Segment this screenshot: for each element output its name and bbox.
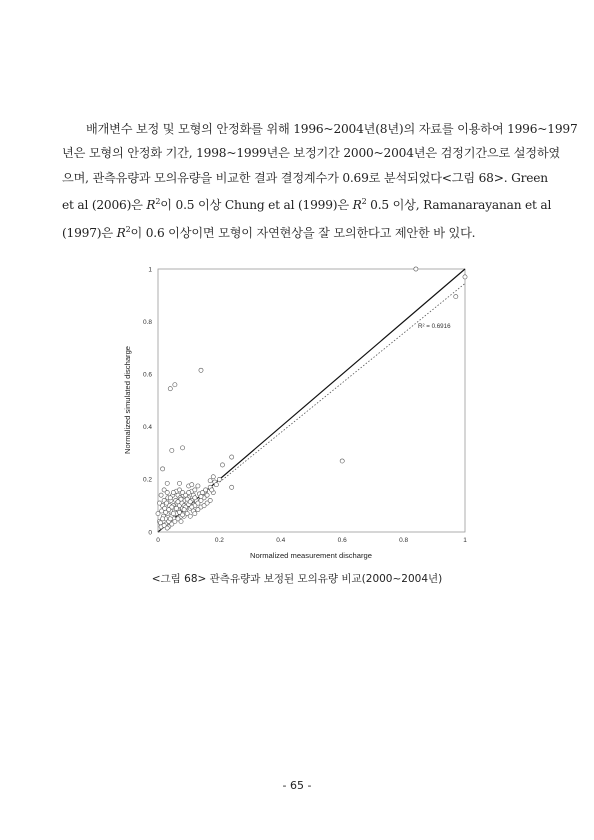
paragraph-line-5-part-b: 이 0.6 이상이면 모형이 자연현상을 잘 모의한다고 제안한 바 있다. bbox=[130, 225, 476, 240]
data-point bbox=[182, 508, 186, 512]
r-squared-annotation: R² = 0.6916 bbox=[418, 323, 451, 330]
data-point bbox=[463, 275, 467, 279]
data-point bbox=[188, 514, 192, 518]
data-point bbox=[187, 490, 191, 494]
data-point bbox=[199, 494, 203, 498]
data-point bbox=[171, 490, 175, 494]
data-point bbox=[163, 506, 167, 510]
y-axis-label: Normalized simulated discharge bbox=[123, 345, 132, 455]
data-point bbox=[214, 483, 218, 487]
y-tick-label: 0.8 bbox=[142, 318, 152, 326]
x-tick-label: 0.6 bbox=[337, 537, 347, 544]
r-squared-exponent: 2 bbox=[361, 197, 367, 207]
data-point bbox=[230, 455, 234, 459]
data-point bbox=[168, 387, 172, 391]
data-point bbox=[210, 488, 214, 492]
scatter-chart-svg bbox=[118, 260, 478, 565]
x-tick-label: 0.4 bbox=[276, 537, 286, 544]
data-point bbox=[161, 467, 165, 471]
paragraph-line-4-part-a: et al (2006)은 bbox=[62, 198, 143, 213]
data-point bbox=[165, 526, 169, 530]
data-point bbox=[208, 479, 212, 483]
data-point bbox=[190, 483, 194, 487]
data-point bbox=[156, 511, 160, 515]
y-tick-label: 1 bbox=[148, 266, 152, 274]
data-point bbox=[161, 517, 165, 521]
paragraph-line-5 bbox=[62, 218, 532, 245]
body-paragraph bbox=[62, 117, 578, 245]
paragraph-line-4-part-b: 이 0.5 이상 Chung et al (1999)은 bbox=[160, 198, 349, 213]
data-point bbox=[179, 519, 183, 523]
data-point bbox=[199, 368, 203, 372]
data-point bbox=[196, 484, 200, 488]
data-point bbox=[414, 267, 418, 271]
data-point bbox=[180, 446, 184, 450]
paragraph-line-4-part-c: 0.5 이상, Ramanarayanan et al bbox=[370, 198, 552, 213]
scatter-chart bbox=[118, 260, 478, 565]
data-point bbox=[188, 500, 192, 504]
data-point bbox=[203, 488, 207, 492]
y-tick-label: 0 bbox=[148, 529, 152, 537]
data-point bbox=[217, 477, 221, 481]
data-point bbox=[454, 295, 458, 299]
r-squared-letter: R bbox=[146, 198, 156, 213]
r-squared-symbol bbox=[146, 198, 160, 212]
r-squared-symbol bbox=[353, 198, 367, 212]
data-point bbox=[205, 493, 209, 497]
data-point bbox=[177, 481, 181, 485]
r-squared-exponent: 2 bbox=[125, 224, 131, 234]
data-point bbox=[173, 383, 177, 387]
x-tick-label: 0.8 bbox=[399, 537, 409, 544]
data-point bbox=[165, 481, 169, 485]
data-point bbox=[168, 496, 172, 500]
data-point bbox=[193, 488, 197, 492]
figure-caption: <그림 68> 관측유량과 보정된 모의유량 비교(2000~2004년) bbox=[151, 573, 443, 585]
data-point bbox=[180, 513, 184, 517]
x-tick-label: 0 bbox=[156, 537, 160, 544]
paragraph-line-1: 배개변수 보정 및 모형의 안정화를 위해 1996~2004년(8년)의 자료를 이용하여 1996~1997 bbox=[86, 122, 578, 136]
data-point bbox=[165, 490, 169, 494]
data-point bbox=[168, 517, 172, 521]
data-point bbox=[220, 463, 224, 467]
data-point bbox=[208, 498, 212, 502]
r-squared-symbol bbox=[117, 226, 131, 240]
paragraph-line-5-part-a: (1997)은 bbox=[62, 225, 113, 240]
data-point bbox=[170, 448, 174, 452]
data-point bbox=[171, 511, 175, 515]
r-squared-letter: R bbox=[116, 225, 126, 240]
page-number: - 65 - bbox=[282, 779, 312, 792]
paragraph-line-3: 으며, 관측유량과 모의유량을 비교한 결과 결정계수가 0.69로 분석되었다<그림 68>. Green bbox=[62, 170, 548, 185]
data-point bbox=[340, 459, 344, 463]
y-tick-label: 0.6 bbox=[142, 371, 152, 379]
paragraph-line-2: 년은 모형의 안정화 기간, 1998~1999년은 보정기간 2000~2004년은 검정기간으로 설정하였 bbox=[62, 146, 561, 161]
data-point bbox=[158, 521, 162, 525]
r-squared-exponent: 2 bbox=[155, 197, 161, 207]
r-squared-letter: R bbox=[352, 198, 362, 213]
paragraph-line-4 bbox=[62, 190, 552, 217]
data-point bbox=[190, 505, 194, 509]
data-point bbox=[230, 485, 234, 489]
data-point bbox=[164, 510, 168, 514]
data-point bbox=[179, 497, 183, 501]
data-point bbox=[211, 475, 215, 479]
data-point bbox=[193, 511, 197, 515]
x-axis-label: Normalized measurement discharge bbox=[250, 551, 372, 560]
y-tick-label: 0.2 bbox=[142, 476, 152, 484]
data-point bbox=[174, 506, 178, 510]
x-tick-label: 1 bbox=[463, 537, 467, 544]
data-points bbox=[156, 267, 467, 530]
data-point bbox=[193, 496, 197, 500]
x-tick-label: 0.2 bbox=[214, 537, 224, 544]
y-tick-label: 0.4 bbox=[142, 424, 152, 432]
data-point bbox=[159, 493, 163, 497]
